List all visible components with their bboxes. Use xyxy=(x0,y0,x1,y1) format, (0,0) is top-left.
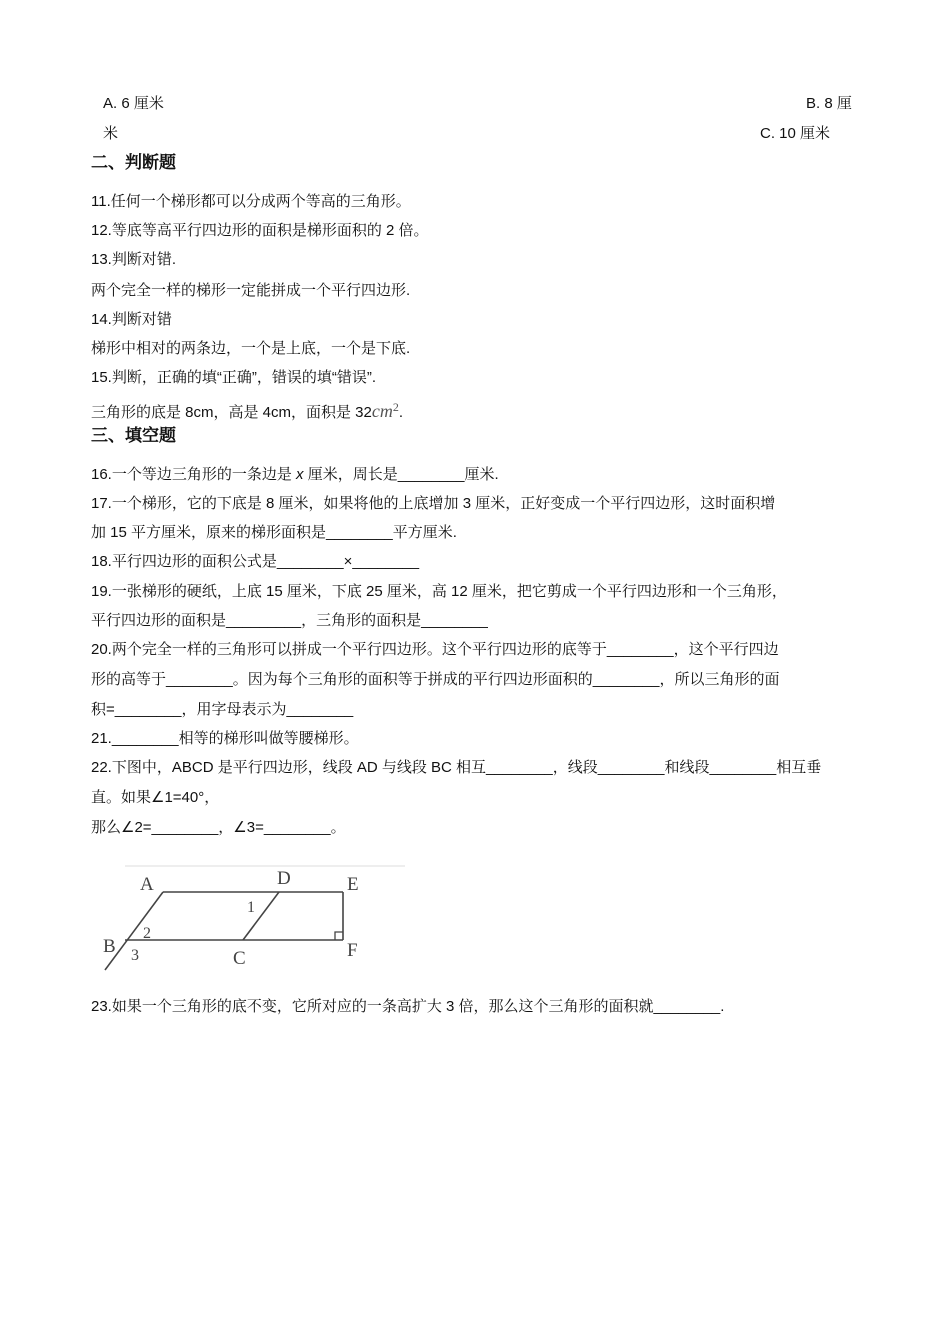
question-16 xyxy=(91,465,499,485)
label-c: C xyxy=(233,948,246,969)
label-e: E xyxy=(347,874,359,895)
question-13: 13.判断对错. xyxy=(91,251,177,268)
question-22-line-3: 那么∠2=________，∠3=________。 xyxy=(91,819,346,836)
question-14-statement: 梯形中相对的两条边，一个是上底，一个是下底. xyxy=(91,340,411,357)
question-22-line-1: 22.下图中，ABCD 是平行四边形，线段 AD 与线段 BC 相互________，线段________和线段________相互垂 xyxy=(91,759,822,776)
label-f: F xyxy=(347,940,358,961)
question-12: 12.等底等高平行四边形的面积是梯形面积的 2 倍。 xyxy=(91,222,429,239)
question-16-a: 16.一个等边三角形的一条边是 xyxy=(91,466,297,483)
unit-cm: cm xyxy=(371,401,393,421)
unit-power: 2 xyxy=(392,400,399,414)
option-a: A. 6 厘米 xyxy=(103,95,164,112)
question-15-statement xyxy=(91,397,403,423)
section-title-judgement: 二、判断题 xyxy=(91,153,176,172)
option-b: B. 8 厘 xyxy=(806,95,852,112)
question-17-line-1: 17.一个梯形，它的下底是 8 厘米，如果将他的上底增加 3 厘米，正好变成一个平行四边形，这时面积增 xyxy=(91,495,776,512)
question-21: 21.________相等的梯形叫做等腰梯形。 xyxy=(91,730,359,747)
question-23: 23.如果一个三角形的底不变，它所对应的一条高扩大 3 倍，那么这个三角形的面积就________. xyxy=(91,998,725,1015)
question-14: 14.判断对错 xyxy=(91,311,172,328)
label-angle-3: 3 xyxy=(131,947,139,964)
right-angle-mark xyxy=(335,932,343,940)
variable-x: x xyxy=(296,466,304,483)
question-17-line-2: 加 15 平方厘米，原来的梯形面积是________平方厘米. xyxy=(91,524,457,541)
parallelogram-figure xyxy=(95,858,410,978)
label-angle-1: 1 xyxy=(247,899,255,916)
question-20-line-2: 形的高等于________。因为每个三角形的面积等于拼成的平行四边形面积的________，所以三角形的面 xyxy=(91,671,780,688)
question-19-line-1: 19.一张梯形的硬纸，上底 15 厘米，下底 25 厘米，高 12 厘米，把它剪成一个平行四边形和一个三角形， xyxy=(91,583,787,600)
question-20-line-3: 积=________，用字母表示为________ xyxy=(91,701,354,718)
option-b-continued: 米 xyxy=(103,125,119,142)
question-15-text: 三角形的底是 8cm，高是 4cm，面积是 32 xyxy=(91,404,372,421)
label-angle-2: 2 xyxy=(143,925,151,942)
question-19-line-2: 平行四边形的面积是_________，三角形的面积是________ xyxy=(91,612,488,629)
label-a: A xyxy=(140,874,154,895)
question-15-end: . xyxy=(398,404,404,421)
question-18: 18.平行四边形的面积公式是________×________ xyxy=(91,553,420,570)
section-title-fill-in: 三、填空题 xyxy=(91,426,176,445)
question-15: 15.判断，正确的填“正确”，错误的填“错误”. xyxy=(91,369,377,386)
option-c: C. 10 厘米 xyxy=(760,125,831,142)
question-11: 11.任何一个梯形都可以分成两个等高的三角形。 xyxy=(91,193,411,210)
question-13-statement: 两个完全一样的梯形一定能拼成一个平行四边形. xyxy=(91,282,411,299)
question-22-line-2: 直。如果∠1=40°， xyxy=(91,789,220,806)
label-b: B xyxy=(103,936,116,957)
question-16-b: 厘米，周长是________厘米. xyxy=(303,466,499,483)
question-20-line-1: 20.两个完全一样的三角形可以拼成一个平行四边形。这个平行四边形的底等于________，这个平行四边 xyxy=(91,641,779,658)
label-d: D xyxy=(277,868,291,889)
